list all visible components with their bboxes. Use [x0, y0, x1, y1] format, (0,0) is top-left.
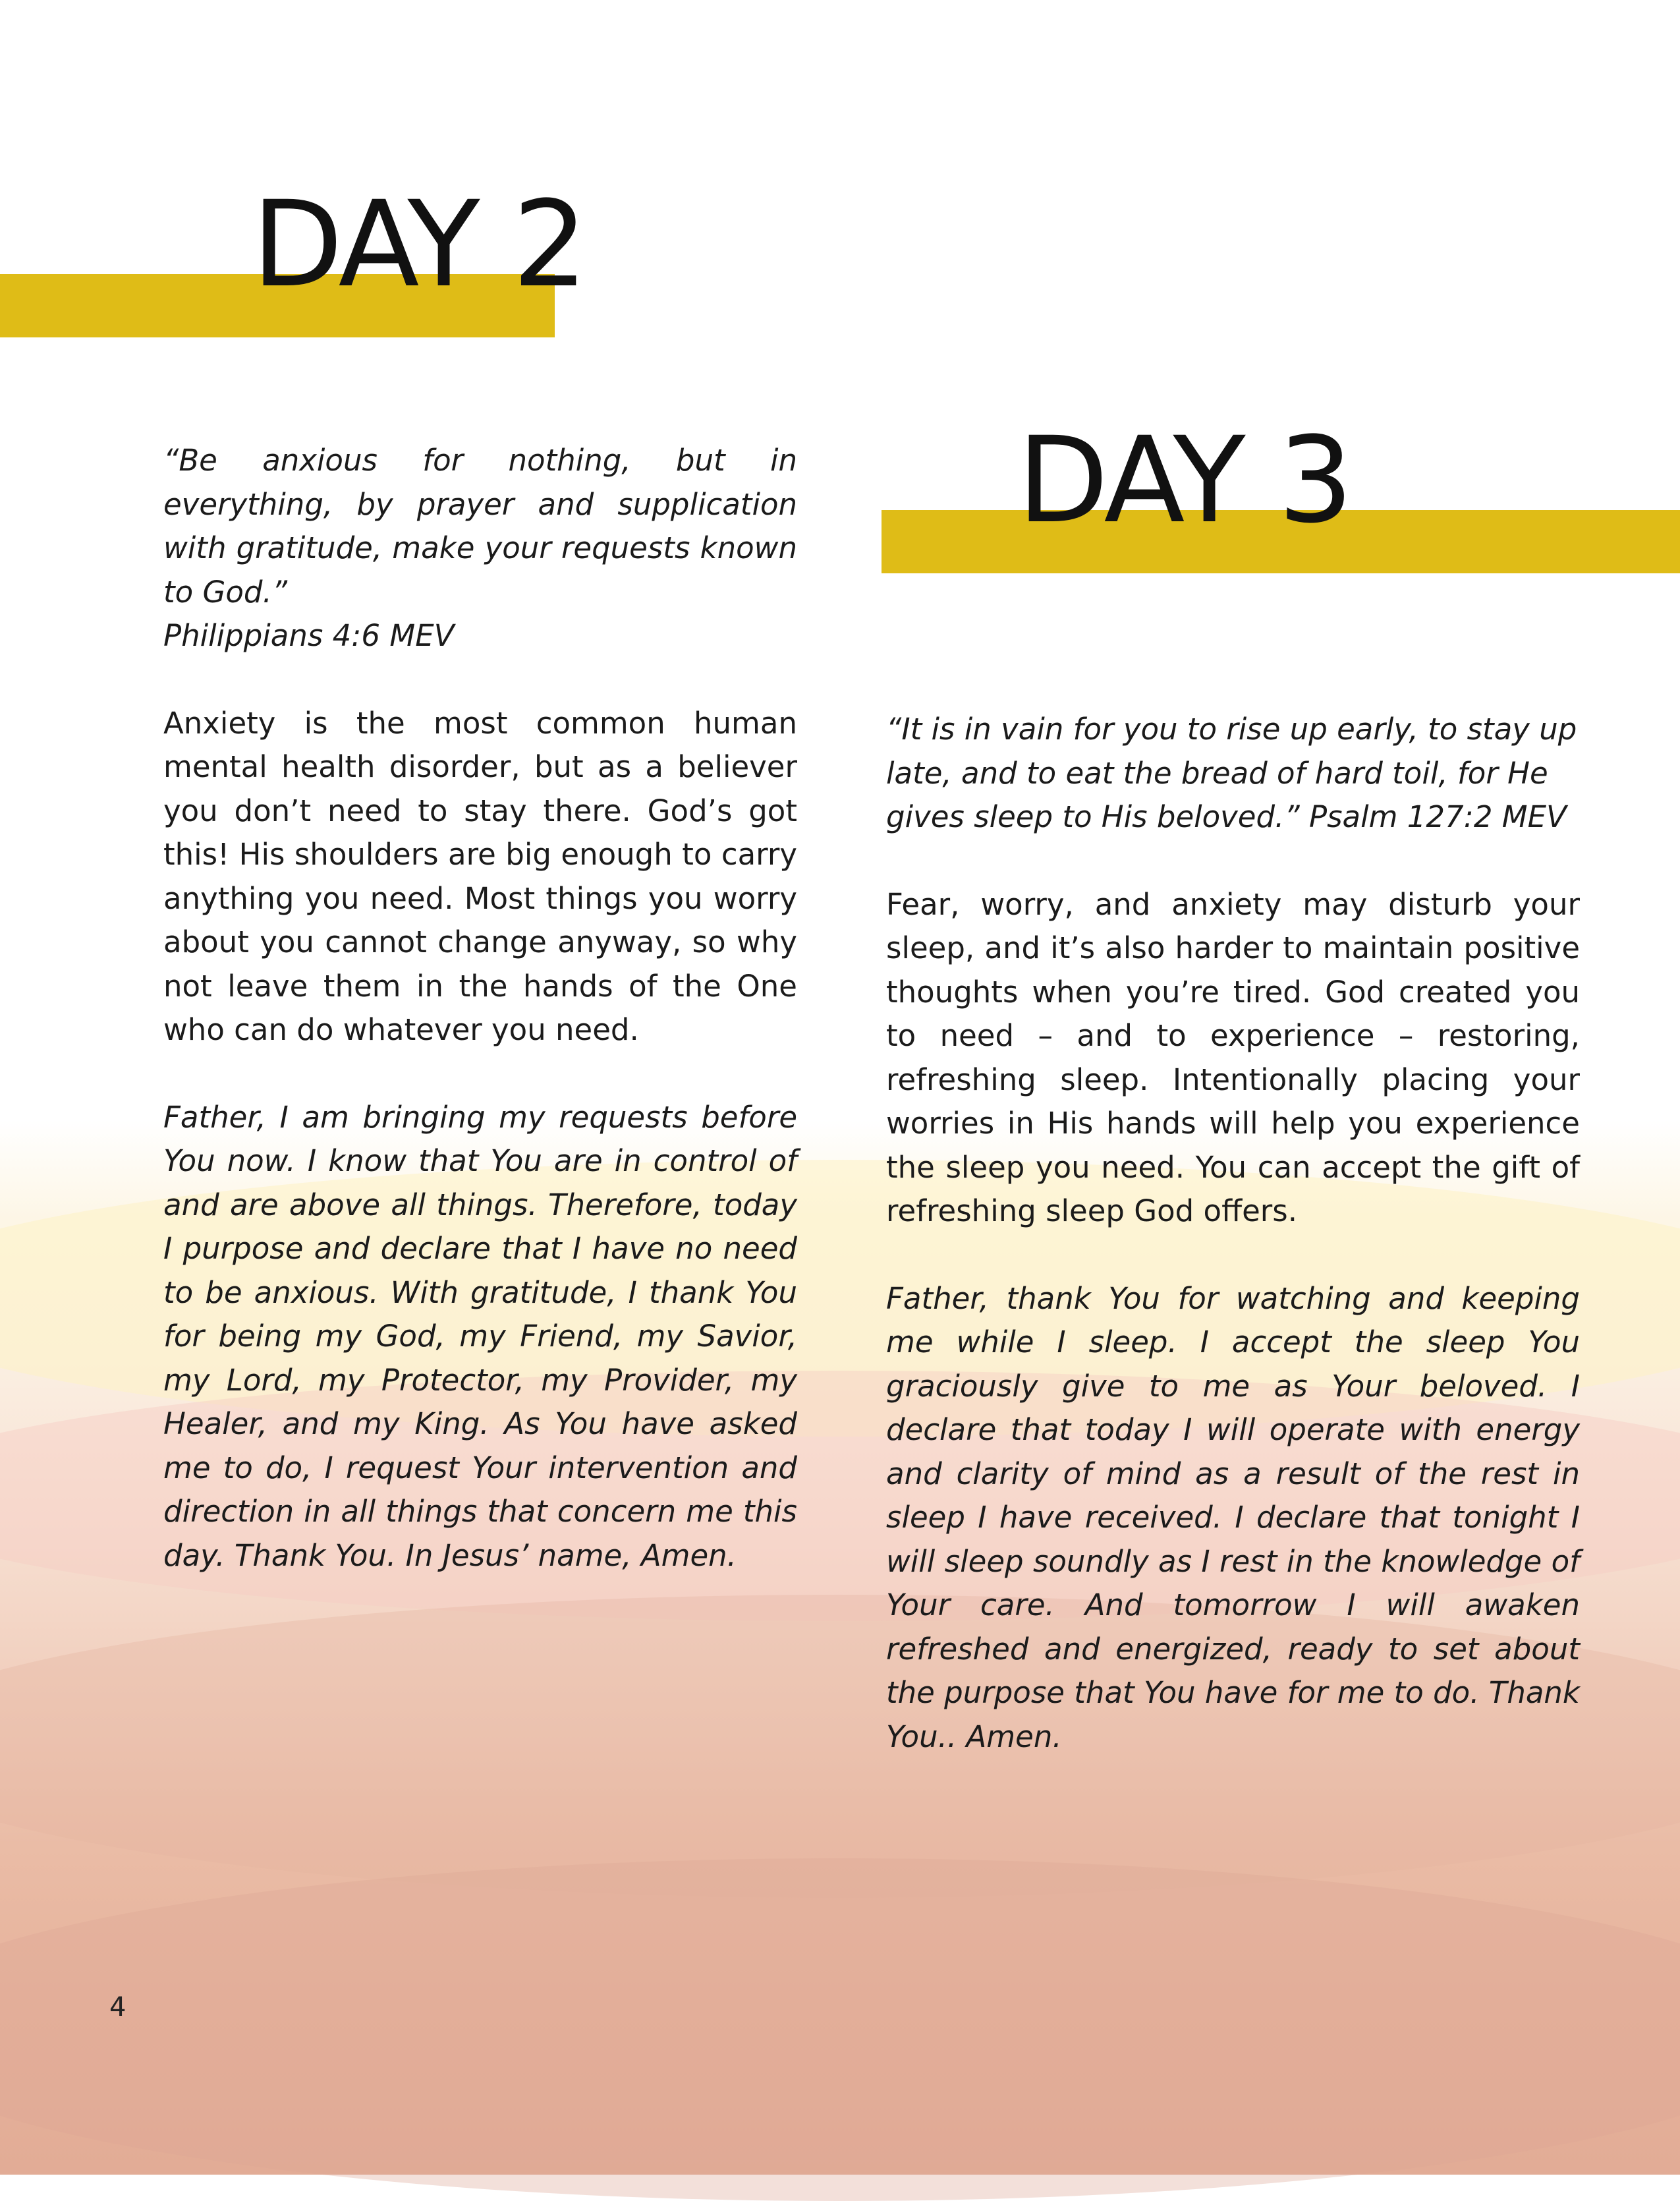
background-brush-band [0, 1858, 1680, 2201]
day3-reflection: Fear, worry, and anxiety may disturb your sleep, and it’s also harder to maintain positive thoughts when you’re tired. God created you to need – and to experience – restoring, refreshing sleep. Intentionally placing your worries in His hands will help you experience the sleep you need. You can accept the gift of refreshing sleep God offers. [886, 886, 1580, 1228]
day3-prayer: Father, thank You for watching and keeping me while I sleep. I accept the sleep You graciously give to me as Your beloved. I declare that today I will operate with energy and clarity of mind as a result of the rest in sleep I have received. I declare that tonight I will sleep soundly as I rest in the knowledge of Your care. And tomorrow I will awaken refreshed and energized, ready to set about the purpose that You have for me to do. Thank You.. Amen. [886, 1280, 1580, 1754]
page-number: 4 [109, 1992, 126, 2022]
day2-prayer: Father, I am bringing my requests before You now. I know that You are in control of and are above all things. Therefore, today I purpose and declare that I have no need to be anxious. With gratitude, I thank You for being my God, my Friend, my Savior, my Lord, my Protector, my Provider, my Healer, and my King. As You have asked me to do, I request Your intervention and direction in all things that concern me this day. Thank You. In Jesus’ name, Amen. [163, 1099, 797, 1573]
day3-heading: DAY 3 [1017, 412, 1351, 550]
day2-scripture: “Be anxious for nothing, but in everything, by prayer and supplication with gratitude, make your requests known to God.” [163, 443, 797, 610]
day2-heading: DAY 2 [252, 176, 586, 314]
day2-reflection: Anxiety is the most common human mental health disorder, but as a believer you don’t need to stay there. God’s got this! His shoulders are big enough to carry anything you need. Most things you worry about you cannot change anyway, so why not leave them in the hands of the One who can do whatever you need. [163, 705, 797, 1047]
day2-scripture-reference: Philippians 4:6 MEV [163, 618, 455, 653]
day2-column [163, 439, 797, 1578]
day3-column [886, 708, 1580, 1759]
day3-scripture: “It is in vain for you to rise up early, to stay up late, and to eat the bread of hard toil, for He gives sleep to His beloved.” Psalm 127:2 MEV [886, 712, 1577, 834]
